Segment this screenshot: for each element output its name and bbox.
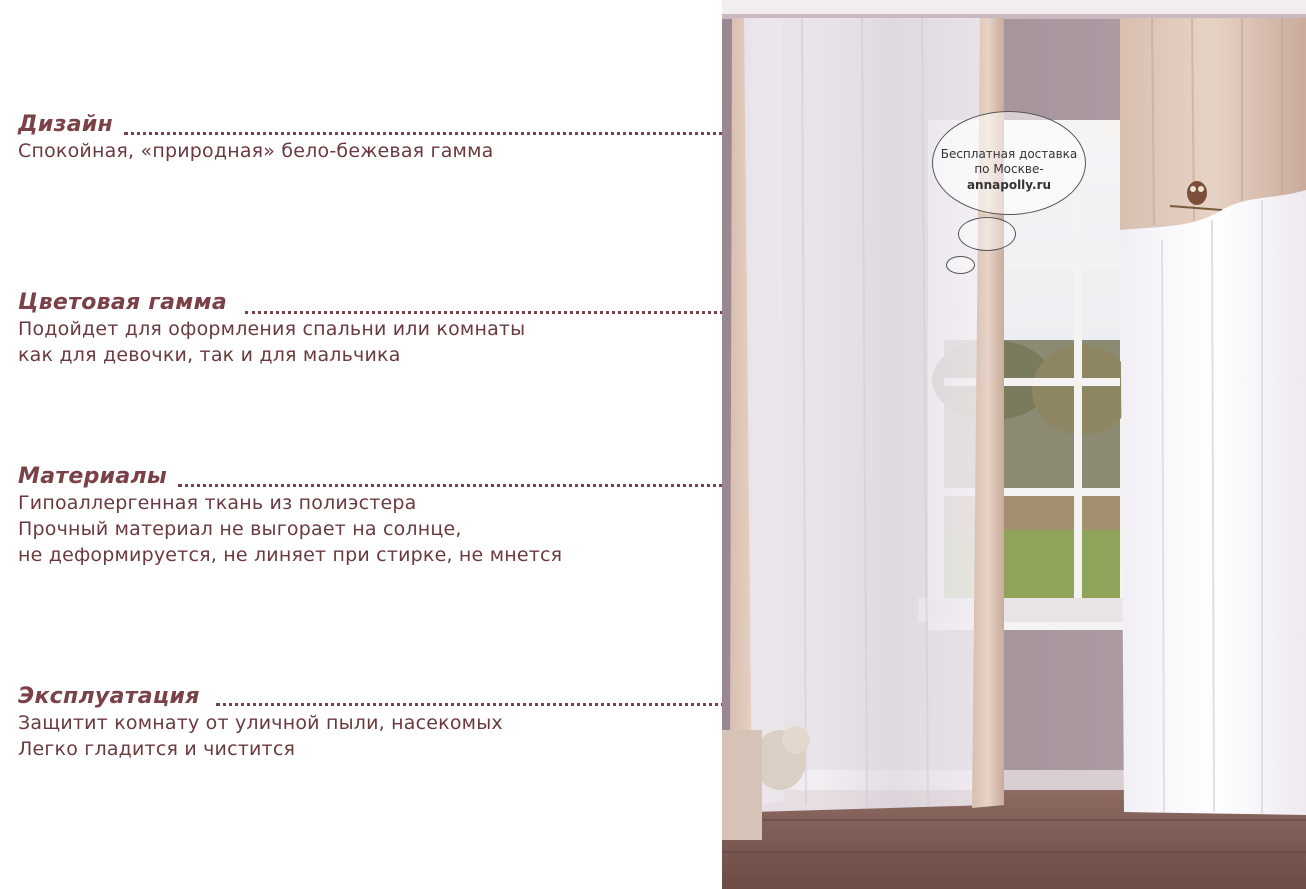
feature-color-scheme	[18, 290, 525, 368]
feature-description: Подойдет для оформления спальни или комнаты	[18, 318, 526, 340]
feature-design	[18, 112, 493, 164]
bubble-tail-small	[946, 256, 975, 274]
feature-description: Гипоаллергенная ткань из полиэстера	[18, 492, 417, 514]
bubble-tail-large	[958, 217, 1016, 251]
feature-description: Спокойная, «природная» бело-бежевая гамма	[18, 140, 494, 162]
feature-title: Дизайн	[18, 112, 114, 137]
feature-operation	[18, 684, 503, 762]
feature-title: Материалы	[18, 464, 168, 489]
feature-description: Легко гладится и чистится	[18, 738, 296, 760]
feature-description: Защитит комнату от уличной пыли, насекомых	[18, 712, 503, 734]
bubble-line: по Москве-	[974, 162, 1044, 176]
bubble-brand: annapolly.ru	[966, 178, 1052, 192]
delivery-bubble	[932, 111, 1086, 215]
feature-description: как для девочки, так и для мальчика	[18, 344, 401, 366]
feature-title: Цветовая гамма	[18, 290, 228, 315]
feature-description: Прочный материал не выгорает на солнце,	[18, 518, 462, 540]
feature-description: не деформируется, не линяет при стирке, не мнется	[18, 544, 563, 566]
bubble-line: Бесплатная доставка	[940, 147, 1078, 161]
feature-title: Эксплуатация	[18, 684, 200, 709]
feature-materials	[18, 464, 562, 568]
